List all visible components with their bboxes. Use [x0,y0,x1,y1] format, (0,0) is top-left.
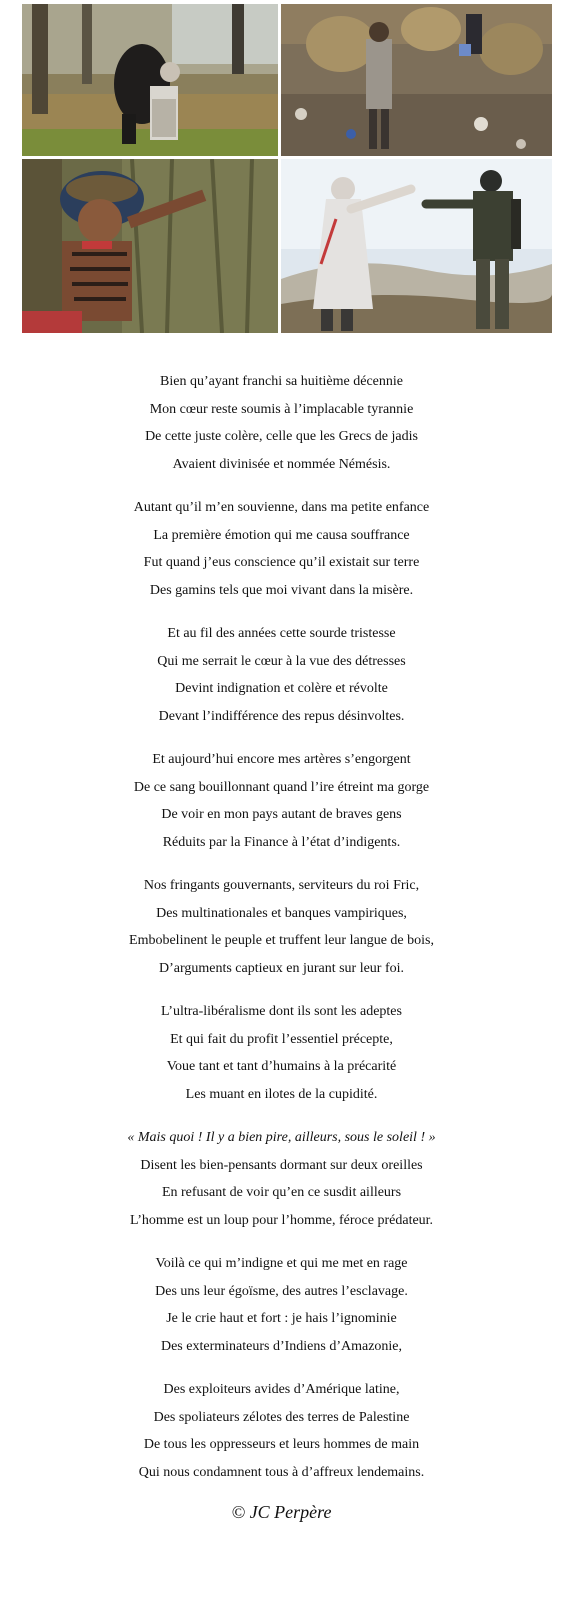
poem-line: Qui nous condamnent tous à d’affreux lendemains. [138,1464,425,1480]
poem-line: Qui me serrait le cœur à la vue des détresses [157,653,406,669]
poem-line: De cette juste colère, celle que les Grecs de jadis [145,429,418,444]
poem-line: Réduits par la Finance à l’état d’indigents. [162,834,401,850]
photo-woman-confronting-soldier [281,159,552,333]
author-credit: © JC Perpère [231,1502,332,1522]
photo-child-garbage-dump [281,4,552,156]
poem-line: Des uns leur égoïsme, des autres l’esclavage. [155,1283,408,1299]
poem-line: La première émotion qui me causa souffrance [153,527,410,543]
poem-line: Voilà ce qui m’indigne et qui me met en rage [155,1256,408,1271]
poem-line: L’homme est un loup pour l’homme, féroce prédateur. [129,1212,434,1228]
poem-line: Bien qu’ayant franchi sa huitième décennie [160,374,403,389]
poem-line: En refusant de voir qu’en ce susdit ailleurs [161,1185,402,1200]
poem-line: Fut quand j’eus conscience qu’il existait sur terre [143,555,420,570]
stanza-4 [0,746,563,856]
photo-elderly-man-trash-bin [22,4,278,156]
stanza-5 [0,872,563,982]
stanza-9 [0,1376,563,1486]
poem-line: Voue tant et tant d’humains à la précarité [166,1059,397,1074]
photo-collage [22,4,552,333]
poem-line: Disent les bien-pensants dormant sur deux oreilles [140,1157,423,1173]
stanza-8 [0,1250,563,1360]
poem-line: Devant l’indifférence des repus désinvoltes. [158,708,405,724]
poem-line: D’arguments captieux en jurant sur leur foi. [158,960,405,976]
photo-child-hugging-tree [22,159,278,333]
poem-line: L’ultra-libéralisme dont ils sont les adeptes [161,1004,402,1019]
poem-line: De ce sang bouillonnant quand l’ire étreint ma gorge [133,779,430,795]
poem-line: De voir en mon pays autant de braves gens [161,807,402,822]
poem-line: « Mais quoi ! Il y a bien pire, ailleurs, sous le soleil ! » [127,1130,436,1145]
stanza-7 [0,1124,563,1234]
poem-line: Je le crie haut et fort : je hais l’ignominie [166,1311,397,1326]
poem-line: De tous les oppresseurs et leurs hommes de main [143,1437,420,1452]
poem-line: Mon cœur reste soumis à l’implacable tyrannie [149,401,414,417]
poem-line: Des gamins tels que moi vivant dans la misère. [149,582,414,598]
poem-line: Des spoliateurs zélotes des terres de Palestine [153,1409,410,1425]
poem-line: Des exploiteurs avides d’Amérique latine, [163,1382,400,1397]
poem-line: Des exterminateurs d’Indiens d’Amazonie, [160,1338,403,1354]
stanza-2 [0,494,563,604]
poem-line: Et aujourd’hui encore mes artères s’engorgent [152,752,411,767]
poem-line: Et qui fait du profit l’essentiel précepte, [170,1031,393,1047]
stanza-6 [0,998,563,1108]
poem-line: Autant qu’il m’en souvienne, dans ma petite enfance [133,500,430,515]
poem-line: Nos fringants gouvernants, serviteurs du roi Fric, [143,878,420,893]
stanza-3 [0,620,563,730]
stanza-1 [0,368,563,478]
poem-line: Embobelinent le peuple et truffent leur langue de bois, [129,933,434,948]
poem [0,368,563,1486]
poem-line: Des multinationales et banques vampiriques, [156,905,407,921]
poem-line: Les muant en ilotes de la cupidité. [185,1086,378,1102]
poem-line: Avaient divinisée et nommée Némésis. [172,456,391,472]
poem-line: Et au fil des années cette sourde tristesse [167,626,396,641]
poem-line: Devint indignation et colère et révolte [175,681,388,696]
